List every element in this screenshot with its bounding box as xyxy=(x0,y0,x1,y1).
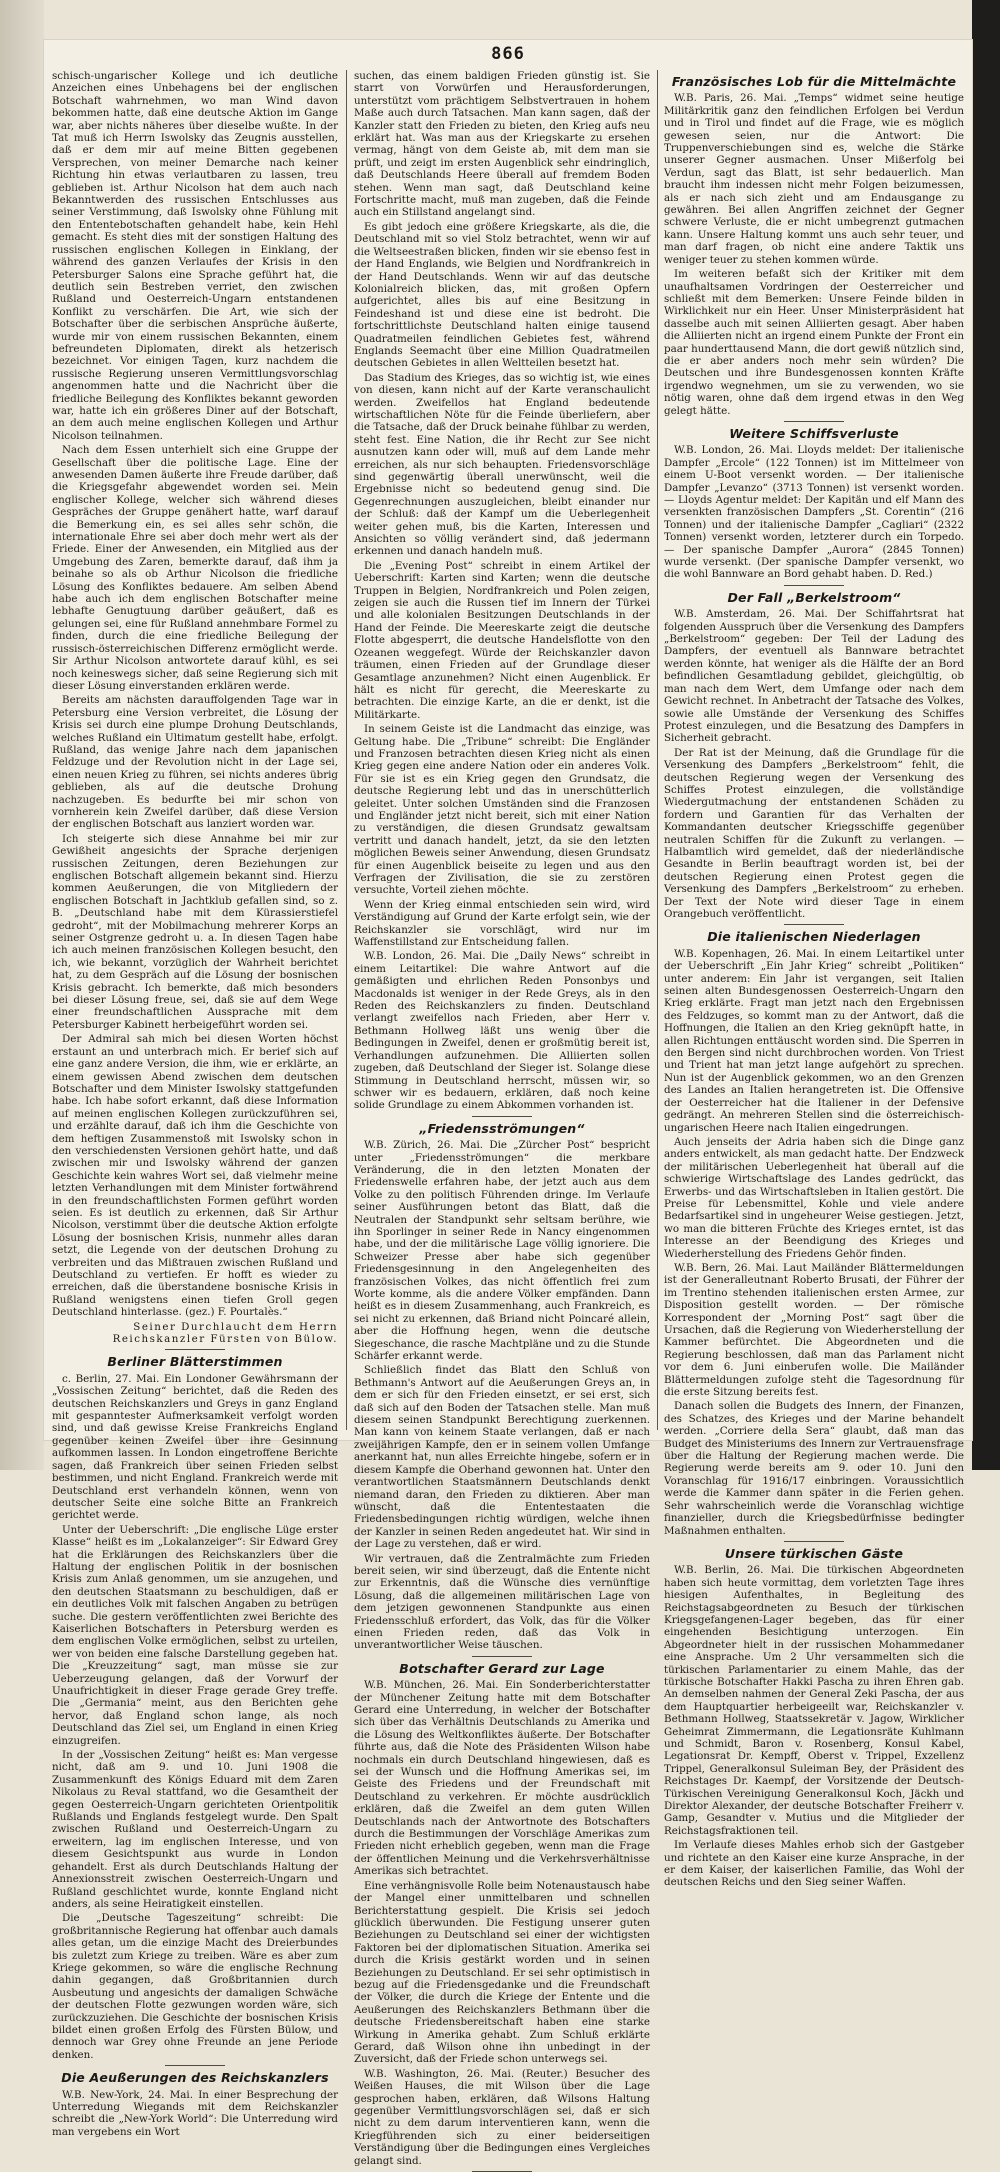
article-paragraph: Die „Evening Post“ schreibt in einem Artikel der Ueberschrift: Karten sind Karten; wenn die deutsche Truppen in Belgien, Nordfrankreich und Polen zeigen, zeigen sie auch die Russen tief im Innern der Türkei und alle kolonialen Besitzungen Deutschlands in der Hand der Feinde. Die Meereskarte zeigt die deutsche Flotte abgesperrt, die deutsche Handelsflotte von den Ozeanen weggefegt. Würde der Reichskanzler davon träumen, einen Frieden auf der Grundlage dieser Gesamtlage anzunehmen? Nicht einen Augenblick. Er hält es nicht für gerecht, die Meereskarte zu betrachten. Die einzige Karte, an die er denkt, ist die Militärkarte. xyxy=(354,559,650,721)
article-paragraph: Es gibt jedoch eine größere Kriegskarte, als die, die Deutschland mit so viel Stolz betrachtet, wenn wir auf die Weltseestraßen blicken, finden wir sie ebenso fest in der Hand Englands, wie Belgien und Nordfrankreich in der Hand Deutschlands. Wenn wir auf das deutsche Kolonialreich blicken, das, mit großen Opfern aufgerichtet, alles bis auf eine Besitzung in Feindeshand ist und diese eine ist bedroht. Die fortschrittlichste Deutschland halten einige tausend Quadratmeilen feindlichen Gebietes fest, während Englands Seemacht über eine Million Quadratmeilen deutschen Gebietes in allen Weltteilen besetzt hat. xyxy=(354,220,650,370)
article-paragraph: Wenn der Krieg einmal entschieden sein wird, wird Verständigung auf Grund der Karte erfolgt sein, wie der Reichskanzler sie vorschlägt, wird nur im Waffenstillstand zur Entscheidung fallen. xyxy=(354,898,650,949)
article-paragraph: Danach sollen die Budgets des Innern, der Finanzen, des Schatzes, des Krieges und der Marine behandelt werden. „Corriere della Sera“ glaubt, daß man das Budget des Ministeriums des Innern zur Vertrauensfrage über die Haltung der Regierung machen werde. Die Regierung werde bereits am 9. oder 10. Juni den Voranschlag für 1916/17 einbringen. Voraussichtlich werde die Kammer dann später in die Ferien gehen. Sehr wahrscheinlich werde die Voranschlag wichtige finanzieller, durch die Kriegsbedürfnisse bedingter Maßnahmen enthalten. xyxy=(664,1400,964,1537)
adjacent-page-edge xyxy=(972,0,1000,1470)
headline-schiffsverluste: Weitere Schiffsverluste xyxy=(729,425,899,441)
adjacent-page-scrap xyxy=(974,90,996,990)
newspaper-page xyxy=(44,40,972,2167)
divider xyxy=(784,924,844,925)
article-paragraph: W.B. Kopenhagen, 26. Mai. In einem Leitartikel unter der Ueberschrift „Ein Jahr Krieg“ schreibt „Politiken“ unter anderem: Ein Jahr ist vergangen, seit Italien seinen alten Bundesgenossen Oesterreich-Ungarn den Krieg erklärte. Fragt man jetzt nach den Ergebnissen des Feldzuges, so kommt man zu der Antwort, daß die Hoffnungen, die Italien an den Krieg geknüpft hatte, in allen Richtungen enttäuscht worden sind. Die Sperren in den Bergen sind nicht durchbrochen worden. Von Triest und Trient hat man jetzt lange aufgehört zu sprechen. Nun ist der Augenblick gekommen, wo an den Grenzen des Landes an Italien herangetreten ist. Die Offensive der Oesterreicher hat die Italiener in der Defensive gedrängt. An mehreren Stellen sind die österreichisch-ungarischen Heere nach Italien eingedrungen. xyxy=(664,947,964,1134)
article-paragraph: schisch-ungarischer Kollege und ich deutliche Anzeichen eines Unbehagens bei der englischen Botschaft wahrnehmen, wo man Wind davon bekommen hatte, daß eine deutsche Aktion im Gange war, aber nichts näheres über dieselbe wußte. In der Tat muß ich Herrn Iswolsky das Zeugnis ausstellen, daß er dem mir auf meine Bitten gegebenen Versprechen, von meiner Demarche nach keiner Richtung hin etwas verlautbaren zu lassen, treu geblieben ist. Arthur Nicolson hat dem auch nach Bekanntwerden des russischen Entschlusses aus seiner Verstimmung, daß Iswolsky ohne Fühlung mit den Ententebotschaften gehandelt habe, kein Hehl gemacht. Es steht dies mit der sonstigen Haltung des russischen englischen Kollegen in Einklang, der während des ganzen Verlaufes der Krisis in den Petersburger Salons eine Sprache geführt hat, die deutlich sein Bestreben verriet, den zwischen Rußland und Oesterreich-Ungarn entstandenen Konflikt zu verschärfen. Die Art, wie sich der Botschafter über die serbischen Ansprüche äußerte, wurde mir von einem russischen Bekannten, einem befreundeten Diplomaten, direkt als hetzerisch bezeichnet. Vor einigen Tagen, kurz nachdem die russische Regierung unseren Vermittlungsvorschlag angenommen hatte und die Nachricht über die friedliche Beilegung des Konfliktes bekannt geworden war, hatte ich ein größeres Diner auf der Botschaft, an dem auch meine englischen Kollegen und Arthur Nicolson teilnahmen. xyxy=(52,70,338,442)
article-paragraph: Bereits am nächsten darauffolgenden Tage war in Petersburg eine Version verbreitet, die Lösung der Krisis sei durch eine plumpe Drohung Deutschlands, welches Rußland ein Ultimatum gestellt habe, erfolgt. Rußland, das wenige Jahre nach dem japanischen Feldzuge und der Revolution nicht in der Lage sei, einen neuen Krieg zu führen, sei nichts anderes übrig geblieben, als auf die deutsche Drohung nachzugeben. Es bedurfte bei mir schon von vornherein kein Zweifel darüber, daß diese Version der englischen Botschaft aus lanziert worden war. xyxy=(52,694,338,831)
headline-fall-berkelstroom: Der Fall „Berkelstroom“ xyxy=(727,589,901,605)
divider xyxy=(472,1116,532,1117)
addressee: Seiner Durchlaucht dem Herrn Reichskanzler Fürsten von Bülow. xyxy=(112,1320,338,1346)
column-rule-2 xyxy=(657,70,658,1430)
headline-italienische-niederlagen: Die italienischen Niederlagen xyxy=(707,929,921,945)
column-rule-1 xyxy=(346,70,347,1430)
article-paragraph: Nach dem Essen unterhielt sich eine Gruppe der Gesellschaft über die politische Lage. Eine der anwesenden Damen äußerte ihre Freude darüber, daß die Kriegsgefahr abgewendet worden sei. Mein englischer Kollege, welcher sich während dieses Gespräches der Gruppe genähert hatte, warf darauf die Bemerkung ein, es sei alles sehr schön, die internationale Ehre sei aber doch mehr wert als der Friede. Einer der Anwesenden, ein Mitglied aus der Umgebung des Zaren, bemerkte darauf, daß ihm ja beinahe so als ob Arthur Nicolson die friedliche Lösung des Konfliktes bedauere. Am selben Abend habe auch ich dem englischen Botschafter meine lebhafte Genugtuung darüber geäußert, daß es gelungen sei, eine für Rußland annehmbare Formel zu finden, durch die eine friedliche Beilegung der russisch-österreichischen Differenz ermöglicht werde. Sir Arthur Nicolson antwortete darauf kühl, es sei noch keineswegs sicher, daß seine Regierung sich mit dieser Lösung einverstanden erklären werde. xyxy=(52,444,338,692)
article-paragraph: W.B. London, 26. Mai. Die „Daily News“ schreibt in einem Leitartikel: Die wahre Antwort auf die gemäßigten und ehrlichen Reden Ponsonbys und Macdonalds ist weniger in der Rede Greys, als in den Reden des Reichskanzlers zu finden. Deutschland verlangt zweifellos nach Frieden, aber Herr v. Bethmann Hollweg läßt uns wenig über die Bedingungen in Zweifel, denen er großmütig bereit ist, Verhandlungen aufzunehmen. Die Alliierten sollen zugeben, daß Deutschland der Sieger ist. Solange diese Stimmung in Deutschland herrscht, müssen wir, so schwer wir es bedauern, erklären, daß noch keine solide Grundlage zu einem Abkommen vorhanden ist. xyxy=(354,950,650,1112)
column-1 xyxy=(52,70,338,2138)
article-paragraph: W.B. Berlin, 26. Mai. Die türkischen Abgeordneten haben sich heute vormittag, dem vorletzten Tage ihres hiesigen Aufenthaltes, in Begleitung des Reichstagsabgeordneten zu Besuch der türkischen Kriegsgefangenen-Lager begeben, das für einer eingehenden Besichtigung unterzogen. Ein Abgeordneter hielt in der russischen Mohammedaner eine Ansprache. Um 2 Uhr versammelten sich die türkischen Parlamentarier zu einem Mahle, das der türkische Botschafter Hakki Pascha zu ihren Ehren gab. An demselben nahmen der General Zeki Pascha, der aus dem Hauptquartier herbeigeeilt war, Reichskanzler v. Bethmann Hollweg, Staatssekretär v. Jagow, Wirklicher Geheimrat Zimmermann, die Legationsräte Kuhlmann und Schmidt, Baron v. Rosenberg, Konsul Kabel, Legationsrat Dr. Kempff, Oberst v. Trippel, Exzellenz Trippel, Generalkonsul Suleiman Bey, der Präsident des Reichstages Dr. Kaempf, der Vorsitzende der Deutsch-Türkischen Vereinigung Generalkonsul Koch, Jäckh und Direktor Alexander, der deutsche Botschafter Freiherr v. Gamp, Gesandter v. Mutius und die Mitglieder der Reichstagsfraktionen teil. xyxy=(664,1564,964,1837)
article-paragraph: suchen, das einem baldigen Frieden günstig ist. Sie starrt von Vorwürfen und Herausforderungen, unterstützt vom prächtigem Selbstvertrauen in hohem Maße auch durch Tatsachen. Man kann sagen, daß der Kanzler statt den Frieden zu bieten, den Krieg aufs neu erklärt hat. Was man aus der Kriegskarte zu ersehen vermag, hängt von dem Geiste ab, mit dem man sie prüft, und zeigt im ersten Augenblick sehr eindringlich, daß Deutschlands Heere überall auf fremdem Boden stehen. Wenn man sagt, daß Deutschland keine Fortschritte macht, muß man zugeben, daß die Feinde auch ein Stillstand angelangt sind. xyxy=(354,70,650,219)
column-3 xyxy=(664,70,964,1889)
article-paragraph: Der Rat ist der Meinung, daß die Grundlage für die Versenkung des Dampfers „Berkelstroom“ fehlt, die deutschen Regierung wegen der Versenkung des Schiffes Protest einzulegen, die vollständige Wiedergutmachung der entstandenen Schäden zu fordern und Garantien für das Verhalten der Kommandanten deutscher Kriegsschiffe gegenüber neutralen Schiffen für die Zukunft zu verlangen. — Halbamtlich wird gemeldet, daß der niederländische Gesandte in Berlin beauftragt worden ist, bei der deutschen Regierung einen Protest gegen die Versenkung des Dampfers „Berkelstroom“ zu erheben. Der Text der Note wird dieser Tage in einem Orangebuch veröffentlicht. xyxy=(664,746,964,920)
article-paragraph: Der Admiral sah mich bei diesen Worten höchst erstaunt an und unterbrach mich. Er berief sich auf eine ganz andere Version, die ihm, wie er erklärte, an einem gewissen Abend zwischen dem deutschen Botschafter und dem Minister Iswolsky stattgefunden habe. Ich habe sofort erkannt, daß diese Information auf meinen englischen Kollegen zurückzuführen sei, und erzählte darauf, daß ich ihm die Geschichte von dem heftigen Zusammenstoß mit Iswolsky schon in den verschiedensten Versionen gehört hatte, und daß zwischen mir und Iswolsky während der ganzen Geschichte kein wahres Wort sei, daß vielmehr meine letzten Verhandlungen mit dem Minister fortwährend in den freundschaftlichsten Formen geführt worden seien. Es ist deutlich zu erkennen, daß Sir Arthur Nicolson, verstimmt über die deutsche Aktion erfolgte Lösung der bosnischen Krisis, nunmehr alles daran setzt, die Legende von der deutschen Drohung zu verbreiten und das Mißtrauen zwischen Rußland und Deutschland zu vertiefen. Er hofft es wieder zu erreichen, daß die überstandene bosnische Krisis in Rußland wenigstens einen tiefen Groll gegen Deutschland hinterlasse. (gez.) F. Pourtalès.“ xyxy=(52,1033,338,1319)
headline-botschafter-gerard: Botschafter Gerard zur Lage xyxy=(399,1660,605,1676)
article-paragraph: W.B. Bern, 26. Mai. Laut Mailänder Blättermeldungen ist der Generalleutnant Roberto Brusati, der Führer der im Trentino stehenden italienischen ersten Armee, zur Disposition gestellt worden. — Der römische Korrespondent der „Morning Post“ sagt über die Ursachen, daß die Regierung von Wiederherstellung der Kammer befürchtet. Die Abgeordneten und die Regierung beschlossen, daß man das Parlament nicht vor dem 6. Juni einberufen wolle. Die Mailänder Blättermeldungen zufolge steht die Tagesordnung für die erste Sitzung bereits fest. xyxy=(664,1261,964,1399)
article-paragraph: Die „Deutsche Tageszeitung“ schreibt: Die großbritannische Regierung hat offenbar auch damals alles getan, um die einzige Macht des Dreierbundes bis zuletzt zum Kriege zu treiben. Wäre es aber zum Kriege gekommen, so wäre die englische Rechnung dahin gegangen, daß Großbritannien durch Ausbeutung und angesichts der damaligen Schwäche der deutschen Flotte gezwungen worden wäre, sich zurückzuziehen. Die Geschichte der bosnischen Krisis bildet einen großen Erfolg des Fürsten Bülow, und dennoch war Grey ohne Freunde an jene Periode denken. xyxy=(52,1912,338,2061)
article-paragraph: W.B. Amsterdam, 26. Mai. Der Schiffahrtsrat hat folgenden Ausspruch über die Versenkung des Dampfers „Berkelstroom“ gegeben: Der Teil der Ladung des Dampfers, der eventuell als Bannware betrachtet werden könnte, hat weniger als die Hälfte der an Bord befindlichen Gesamtladung gebildet, gleichgültig, ob man nach dem Wert, dem Umfange oder nach dem Gewicht rechnet. In Anbetracht der Tatsache des Volkes, sowie alle Umstände der Versenkung des Schiffes Protest einzulegen, und die Besatzung des Dampfers in Sicherheit gebracht. xyxy=(664,608,964,745)
article-paragraph: Das Stadium des Krieges, das so wichtig ist, wie eines von diesen, kann nicht auf der Karte veranschaulicht werden. Zweifellos hat England bedeutende wirtschaftlichen Nöte für die Feinde überliefern, aber die Tatsache, daß der Druck beinahe fühlbar zu werden, steht fest. Eine Nation, die ihr Recht zur See nicht ausnutzen kann oder will, muß auf dem Lande mehr erreichen, als nur sich behaupten. Friedensvorschläge sind gegenwärtig überall unerwünscht, weil die Ergebnisse nicht so bedeutend genug sind. Die Gegenrechnungen auszugleichen, bleibt einander nur der Schluß: daß der Kampf um die Ueberlegenheit weiter gehen muß, bis die Karten, Interessen und Ansichten so völlig verändert sind, daß jedermann erkennen und danach handeln muß. xyxy=(354,371,650,558)
article-paragraph: Wir vertrauen, daß die Zentralmächte zum Frieden bereit seien, wir sind überzeugt, daß die Entente nicht zur Erkenntnis, daß die Wünsche dies vernünftige Lösung, daß die allgemeinen militärischen Lage von dem jetzigen gewonnenen Standpunkte aus einen Friedensschluß erfordert, das Volk, das für die Völker einen Frieden reden, daß das Volk in unverantwortlicher Weise täuschen. xyxy=(354,1552,650,1652)
headline-tuerkische-gaeste: Unsere türkischen Gäste xyxy=(724,1545,904,1561)
page-number: 866 xyxy=(491,44,525,64)
article-paragraph: W.B. Paris, 26. Mai. „Temps“ widmet seine heutige Militärkritik ganz den feindlichen Erfolgen bei Verdun und in Tirol und findet auf die Frage, wie es möglich gewesen seien, nur die Antwort: Die Truppenverschiebungen sind es, welche die Stärke unserer Gegner ausmachen. Unser Mißerfolg bei Verdun, sagt das Blatt, ist sehr bedauerlich. Man braucht ihm indessen nicht mehr Folgen beizumessen, als er nach sich zieht und am Endausgange zu gewähren. Bei allen Angriffen zeichnet der Gegner schwere Verluste, die er nicht umbegrenzt gutmachen kann. Unsere Haltung kommt uns auch sehr teuer, und man darf fragen, ob nicht eine andere Taktik uns weniger teuer zu stehen kommen würde. xyxy=(664,92,964,266)
headline-franzoesisches-lob: Französisches Lob für die Mittelmächte xyxy=(671,74,957,89)
article-paragraph: Eine verhängnisvolle Rolle beim Notenaustausch habe der Mangel einer unmittelbaren und schnellen Berichterstattung gespielt. Die Krisis sei jedoch glücklich überwunden. Die Festigung unserer guten Beziehungen zu Deutschland sei einer der wichtigsten Faktoren bei der diplomatischen Situation. Amerika sei durch die Krisis gestärkt worden und in seinen Beziehungen zu Deutschland. Er sei sehr optimistisch in bezug auf die Friedensgedanke und die Freundschaft der Völker, die durch die Kriege der Entente und die Aeußerungen des Reichskanzlers Bethmann über die deutsche Friedensbereitschaft haben eine starke Wirkung in Amerika gehabt. Zum Schluß erklärte Gerard, daß Wilson ohne ihn unbedingt in der Zuversicht, daß der Friede schon unterwegs sei. xyxy=(354,1879,650,2066)
article-paragraph: Ich steigerte sich diese Annahme bei mir zur Gewißheit angesichts der Sprache derjenigen russischen Zeitungen, deren Beziehungen zur englischen Botschaft allgemein bekannt sind. Hierzu kommen Aeußerungen, die von Mitgliedern der englischen Botschaft in Jachtklub gefallen sind, so z. B. „Deutschland habe mit dem Kürassierstiefel gedroht“, mit der Mobilmachung mehrerer Korps an seiner Ostgrenze gedroht u. a. In diesen Tagen habe ich auch meinen französischen Kollegen besucht, den ich, wie bekannt, vorzüglich der Wahrheit berichtet hat, zu dem Gespräch auf die Lösung der bosnischen Krisis gebracht. Ich bemerkte, daß mich besonders bei dieser Lösung freue, sei, daß sie auf dem Wege einer freundschaftlichen Aussprache mit dem Petersburger Kabinett herbeigeführt worden sei. xyxy=(52,832,338,1031)
article-paragraph: In der „Vossischen Zeitung“ heißt es: Man vergesse nicht, daß am 9. und 10. Juni 1908 die Zusammenkunft des Königs Eduard mit dem Zaren Nikolaus zu Reval stattfand, wo die Gesamtheit der gegen Oesterreich-Ungarn gerichteten Orientpolitik Rußlands und Englands festgelegt wurde. Den Spalt zwischen Rußland und Oesterreich-Ungarn zu erweitern, lag im englischen Interesse, und von diesem Gesichtspunkt aus wurde in London gehandelt. Erst als durch Deutschlands Haltung der Annexionsstreit zwischen Oesterreich-Ungarn und Rußland geschlichtet wurde, konnte England nicht anders, als seine Heiratigkeit einstellen. xyxy=(52,1749,338,1910)
article-paragraph: Im Verlaufe dieses Mahles erhob sich der Gastgeber und richtete an den Kaiser eine kurze Ansprache, in der er dem Kaiser, der kaiserlichen Familie, das Wohl der deutschen Reichs und den Sieg seiner Waffen. xyxy=(664,1839,964,1889)
article-paragraph: Im weiteren befaßt sich der Kritiker mit dem unaufhaltsamen Vordringen der Oesterreicher und schließt mit dem Bemerken: Unsere Feinde bilden in Wirklichkeit nur ein Heer. Unser Ministerpräsident hat dasselbe auch mit seinen Alliierten gesagt. Aber haben die Alliierten nicht an irgend einem Punkte der Front ein paar hunderttausend Mann, die dort gewiß nützlich sind, die er aber anders noch mehr sein würden? Die Deutschen und ihre Bundesgenossen konnten Kräfte irgendwo wegnehmen, um sie zu verwenden, wo sie nötig waren, ohne daß dem irgend etwas in den Weg gelegt hätte. xyxy=(664,268,964,417)
article-paragraph: W.B. Zürich, 26. Mai. Die „Zürcher Post“ bespricht unter „Friedensströmungen“ die merkbare Veränderung, die in den letzten Monaten der Friedenswelle erfahren habe, der jetzt auch aus dem Volke zu den politisch Führenden dringe. Im Verlaufe seiner Ausführungen betont das Blatt, daß die Neutralen der Standpunkt sehr seltsam berühre, wie ihn Sporlinger in seiner Rede in Nancy eingenommen habe, und der die militärische Lage völlig ignoriere. Die Schweizer Presse aber habe sich gegenüber Friedensgesinnung in den Angelegenheiten des französischen Volkes, das nicht öffentlich frei zum Worte komme, als die andere Völker empfänden. Dann heißt es in diesem Zusammenhang, auch Frankreich, es sei nicht zu erkennen, daß Briand nicht Poincaré allein, aber die Hoffnung hegen, wenn die deutsche Siegeschance, die rasche Machtpläne und zu die Stunde Schärfer erkannt werde. xyxy=(354,1139,650,1363)
article-paragraph: c. Berlin, 27. Mai. Ein Londoner Gewährsmann der „Vossischen Zeitung“ berichtet, daß die Reden des deutschen Reichskanzlers und Greys in ganz England mit gespanntester Aufmerksamkeit verfolgt worden sind, und daß gewisse Kreise Frankreichs England gegenüber keinen Zweifel über ihre Gesinnung aufkommen lassen. In London eingetroffene Berichte sagen, daß Frankreich über seinen Frieden selbst bestimmen, und nicht England. Frankreich werde mit Deutschland erst verhandeln können, wenn von deutscher Seite eine solche Bitte an Frankreich gerichtet werde. xyxy=(52,1372,338,1522)
article-paragraph: Auch jenseits der Adria haben sich die Dinge ganz anders entwickelt, als man gedacht hatte. Der Endzweck der militärischen Ueberlegenheit hat überall auf die schwierige Wirtschaftslage des Landes gedrückt, das Erwerbs- und das Wirtschaftsleben in Italien gestört. Die Preise für Lebensmittel, Kohle und viele andere Bedarfsartikel sind in ungeheurer Weise gestiegen. Jetzt, wo man die bitteren Früchte des Krieges erntet, ist das Interesse an der Beendigung des Krieges und Wiederherstellung des Friedens Gehör finden. xyxy=(664,1135,964,1260)
article-paragraph: W.B. London, 26. Mai. Lloyds meldet: Der italienische Dampfer „Ercole“ (122 Tonnen) ist im Mittelmeer von einem U-Boot versenkt worden. — Der italienische Dampfer „Levanzo“ (3713 Tonnen) ist versenkt worden. — Lloyds Agentur meldet: Der Kapitän und elf Mann des versenkten französischen Dampfers „St. Corentin“ (216 Tonnen) und der italienische Dampfer „Cagliari“ (2322 Tonnen) versenkt worden, letzterer durch ein Torpedo. — Der spanische Dampfer „Aurora“ (2845 Tonnen) wurde versenkt. (Der spanische Dampfer versenkt, wo die wohl Bannware an Bord gehabt haben. D. Red.) xyxy=(664,444,964,581)
article-paragraph: W.B. New-York, 24. Mai. In einer Besprechung der Unterredung Wiegands mit dem Reichskanzler schreibt die „New-York World“: Die Unterredung wird man vergebens ein Wort xyxy=(52,2088,338,2138)
book-binding xyxy=(0,0,44,1470)
article-paragraph: Unter der Ueberschrift: „Die englische Lüge erster Klasse“ heißt es im „Lokalanzeiger“: Sir Edward Grey hat die Erklärungen des Reichskanzlers über die Haltung der englischen Politik in der bosnischen Krisis zum Anlaß genommen, um sie anzugehen, und den deutschen Staatsmann zu beschuldigen, daß er ein deutliches Volk mit falschen Angaben zu betrügen suche. Die gestern veröffentlichten zwei Berichte des Kaiserlichen Botschafters in Petersburg werden es dem englischen Volke ermöglichen, selbst zu urteilen, wer von beiden eine falsche Darstellung gegeben hat. Die „Kreuzzeitung“ sagt, man müsse sie zur Ueberzeugung gelangen, daß der Vorwurf der Unaufrichtigkeit in dieser Frage gerade Grey treffe. Die „Germania“ meint, aus den Berichten gehe hervor, daß England schon lange, als noch Deutschland das Ziel sei, um England in einen Krieg einzugreifen. xyxy=(52,1523,338,1747)
divider xyxy=(784,585,844,586)
divider xyxy=(472,1656,532,1657)
divider xyxy=(784,421,844,422)
article-paragraph: In seinem Geiste ist die Landmacht das einzige, was Geltung habe. Die „Tribune“ schreibt: Die Engländer und Franzosen betrachten diesen Krieg nicht als einen Krieg gegen eine andere Nation oder ein anderes Volk. Für sie ist es ein Krieg gegen den Grundsatz, die deutsche Regierung lebt und das in unerschütterlich geleitet. Unter solchen Umständen sind die Franzosen und Engländer jetzt nicht bereit, sich mit einer Nation zu verständigen, die diesen Grundsatz gewaltsam vertritt und danach handelt, jetzt, da sie den letzten möglichen Beweis seiner Anwendung, diesen Grundsatz für einen Augenblick beiseite zu legen und aus den Verfragen der Zivilisation, die sie zu zerstören versuchte, Vorteil ziehen möchte. xyxy=(354,723,650,897)
headline-friedensstroemungen: „Friedensströmungen“ xyxy=(419,1120,585,1136)
article-paragraph: W.B. Washington, 26. Mai. (Reuter.) Besucher des Weißen Hauses, die mit Wilson über die Lage gesprochen haben, erklären, daß Wilsons Haltung gegenüber Vermittlungsvorschlägen sei, daß er sich nicht zu dem darum interventieren kann, wenn die Kriegführenden sich zu einer beiderseitigen Verständigung über die Bedingungen eines Vergleiches gelangt sind. xyxy=(354,2067,650,2167)
article-paragraph: W.B. München, 26. Mai. Ein Sonderberichterstatter der Münchener Zeitung hatte mit dem Botschafter Gerard eine Unterredung, in welcher der Botschafter sich über das Verhältnis Deutschlands zu Amerika und die Lösung des Weltkonfliktes äußerte. Der Botschafter führte aus, daß die Note des Präsidenten Wilson habe nochmals ein durch Deutschland hingewiesen, daß es sei der Wunsch und die Hoffnung Amerikas sei, im Geiste des Friedens und der Freundschaft mit Deutschland zu verkehren. Er möchte ausdrücklich erklären, daß die Zweifel an dem guten Willen Deutschlands nach der Antwortnote des Botschafters durch die Bestimmungen der Vorschläge Amerikas zum Frieden nicht erheblich gegeben, wenn man die Frage der öffentlichen Meinung und die Verkehrsverhältnisse Amerikas sich betrachtet. xyxy=(354,1679,650,1878)
divider xyxy=(165,1349,225,1350)
headline-aeusserungen-reichskanzlers: Die Aeußerungen des Reichskanzlers xyxy=(61,2070,329,2086)
headline-berliner-blaetterstimmen: Berliner Blätterstimmen xyxy=(107,1354,283,1370)
divider xyxy=(165,2065,225,2066)
article-paragraph: Schließlich findet das Blatt den Schluß von Bethmann's Antwort auf die Aeußerungen Greys an, in dem er sich für den Frieden einsetzt, er sei erst, sich daß sich auf den Boden der Tatsachen stelle. Man muß diesem seinen Standpunkt Berechtigung zuerkennen. Man kann von keinem Staate verlangen, daß er nach zweijährigen Kampfe, den er in seinem vollen Umfange anerkannt hat, nun alles Erreichte hingebe, sofern er in diesem Kampfe die Oberhand gewonnen hat. Unter den verantwortlichen Staatsmännern Deutschlands denkt niemand daran, den Frieden zu diktieren. Aber man wünscht, daß die Ententestaaten die Friedensbedingungen richtig würdigen, welche ihnen der Kanzler in seinen Reden angedeutet hat. Wir sind in der Lage zu verstehen, daß er wird. xyxy=(354,1364,650,1551)
column-2 xyxy=(354,70,650,2167)
divider xyxy=(784,1541,844,1542)
